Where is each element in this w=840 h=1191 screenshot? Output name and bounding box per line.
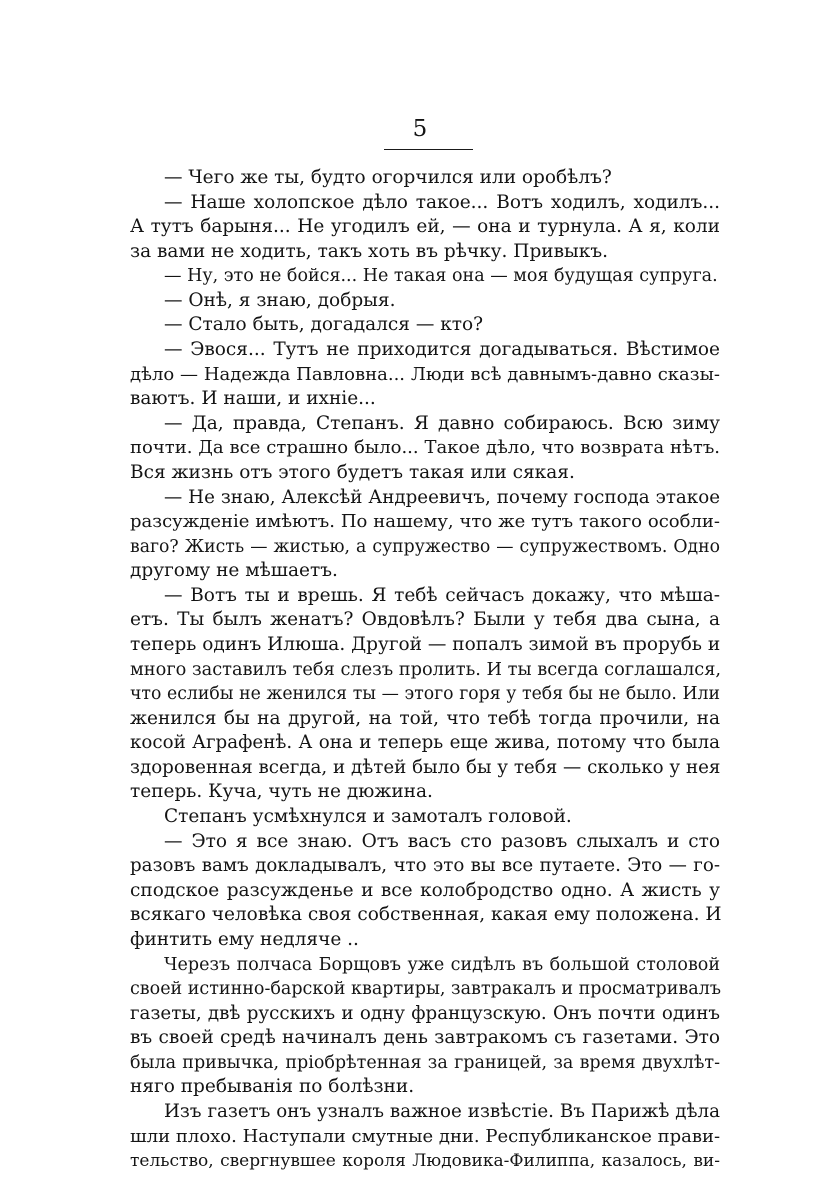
body-text xyxy=(130,166,720,1174)
text-line: — Чего же ты, будто огорчился или оробѣлъ? xyxy=(164,167,612,188)
text-line: Изъ газетъ онъ узналъ важное извѣстіе. Въ Парижѣ дѣла xyxy=(164,1100,720,1122)
text-line: — Это я все знаю. Отъ васъ сто разовъ слыхалъ и сто xyxy=(164,830,720,852)
text-line: теперь. Куча, чуть не дюжина. xyxy=(130,781,433,803)
text-line: — Онѣ, я знаю, добрыя. xyxy=(164,289,396,311)
page-number: 5 xyxy=(412,116,428,142)
text-line: етъ. Ты былъ женатъ? Овдовѣлъ? Были у тебя два сына, а xyxy=(130,609,720,631)
text-line: была привычка, пріобрѣтенная за границей, за время двухлѣт- xyxy=(130,1052,720,1073)
text-line: — Стало быть, догадался — кто? xyxy=(164,314,484,336)
header-rule xyxy=(384,149,473,150)
text-line: — Вотъ ты и врешь. Я тебѣ сейчасъ докажу, что мѣша- xyxy=(164,584,720,606)
text-line: почти. Да все страшно было... Такое дѣло, что возврата нѣтъ. xyxy=(130,437,720,459)
text-line: другому не мѣшаетъ. xyxy=(130,560,338,582)
text-line: няго пребыванія по болѣзни. xyxy=(130,1076,415,1098)
text-line: Степанъ усмѣхнулся и замоталъ головой. xyxy=(164,806,572,828)
text-line: дѣло — Надежда Павловна... Люди всѣ давнымъ-давно сказы- xyxy=(130,363,720,385)
text-line: въ своей средѣ начиналъ день завтракомъ съ газетами. Это xyxy=(130,1027,720,1049)
text-line: женился бы на другой, на той, что тебѣ тогда прочили, на xyxy=(130,707,720,729)
text-line: — Эвося... Тутъ не приходится догадываться. Вѣстимое xyxy=(164,339,720,361)
text-line: разовъ вамъ докладывалъ, что это вы все путаете. Это — го- xyxy=(130,855,720,877)
text-line: теперь одинъ Илюша. Другой — попалъ зимой въ прорубь и xyxy=(130,633,721,655)
text-line: — Ну, это не бойся... Не такая она — моя будущая супруга. xyxy=(164,266,718,287)
text-line: Вся жизнь отъ этого будетъ такая или сякая. xyxy=(130,461,575,483)
text-line: что еслибы не женился ты — этого горя у тебя бы не было. Или xyxy=(130,684,720,705)
text-line: — Не знаю, Алексѣй Андреевичъ, почему господа этакое xyxy=(164,486,720,508)
text-line: ваютъ. И наши, и ихніе... xyxy=(130,388,376,410)
text-line: ваго? Жисть — жистью, а супружество — супружествомъ. Одно xyxy=(130,536,720,557)
text-line: здоровенная всегда, и дѣтей было бы у тебя — сколько у нея xyxy=(130,756,721,778)
text-line: много заставилъ тебя слезъ пролить. И ты всегда соглашался, xyxy=(130,659,722,680)
text-line: шли плохо. Наступали смутные дни. Республиканское прави- xyxy=(130,1125,721,1147)
text-line: за вами не ходить, такъ хоть въ рѣчку. Привыкъ. xyxy=(130,240,608,262)
text-line: косой Аграфенѣ. А она и теперь еще жива, потому что была xyxy=(130,732,720,754)
text-line: тельство, свергнувшее короля Людовика-Филиппа, казалось, ви- xyxy=(130,1151,720,1172)
text-line: газеты, двѣ русскихъ и одну французскую. Онъ почти одинъ xyxy=(130,1002,720,1024)
text-line: Черезъ полчаса Борщовъ уже сидѣлъ въ большой столовой xyxy=(164,954,720,975)
text-line: сподское разсужденье и все колобродство одно. А жисть у xyxy=(130,879,720,901)
text-line: — Наше холопское дѣло такое... Вотъ ходилъ, ходилъ... xyxy=(164,191,720,213)
text-line: своей истинно-барской квартиры, завтракалъ и просматривалъ xyxy=(130,979,721,1000)
text-line: всякаго человѣка своя собственная, какая ему положена. И xyxy=(130,904,722,926)
text-line: А тутъ барыня... Не угодилъ ей, — она и турнула. А я, коли xyxy=(130,216,720,238)
text-line: разсужденіе имѣютъ. По нашему, что же тутъ такого особли- xyxy=(130,511,720,533)
text-line: — Да, правда, Степанъ. Я давно собираюсь. Всю зиму xyxy=(164,412,720,434)
text-line: финтить ему недляче .. xyxy=(130,928,359,950)
